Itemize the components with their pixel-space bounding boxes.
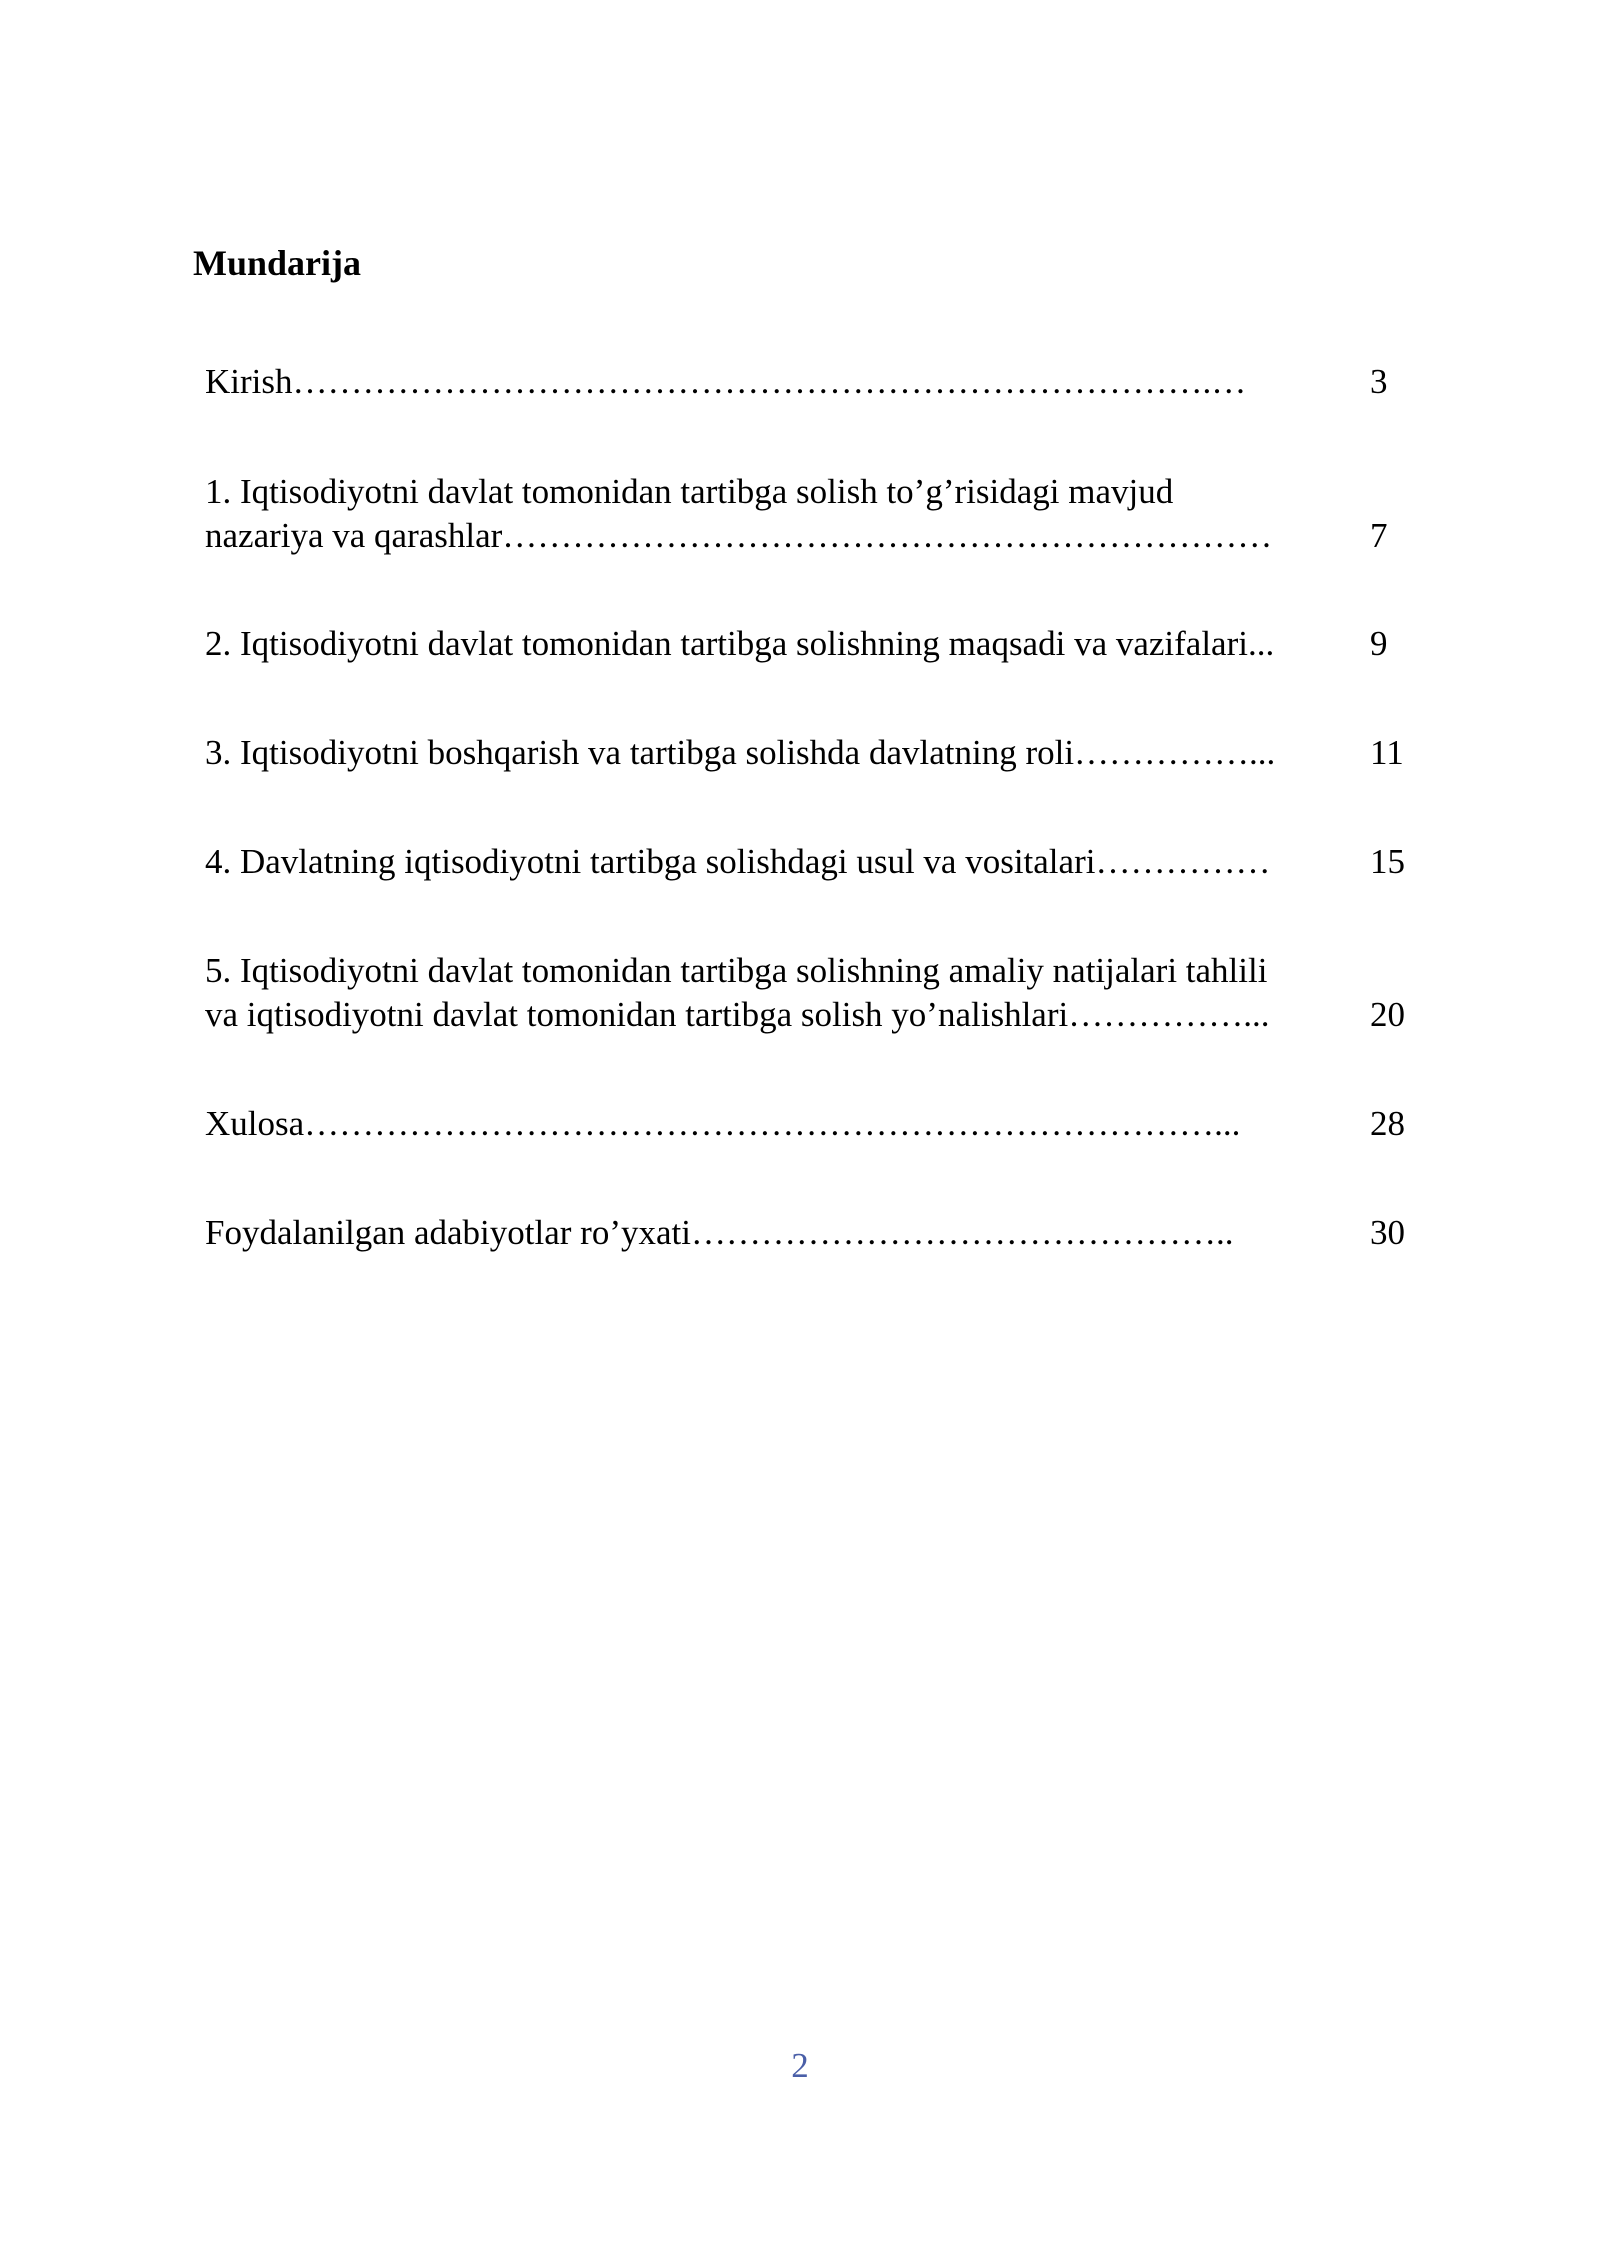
toc-entry-page: 7 <box>1370 516 1388 555</box>
toc-entry-text: 5. Iqtisodiyotni davlat tomonidan tartibga solishning amaliy natijalari tahlili va iqtisodiyotni davlat tomonidan tartibga solish yo’nalishlari……………... <box>205 951 1270 1034</box>
toc-entry-kirish[interactable] <box>205 360 1440 404</box>
toc-entry-text: 3. Iqtisodiyotni boshqarish va tartibga solishda davlatning roli……………... <box>205 733 1276 772</box>
toc-entry-page: 9 <box>1370 624 1388 663</box>
toc-entry-text: Kirish…………………………………………………………………….… <box>205 362 1247 401</box>
toc-entry-page: 11 <box>1370 733 1404 772</box>
toc-entry-section-2[interactable] <box>205 622 1440 666</box>
toc-entry-text: 4. Davlatning iqtisodiyotni tartibga solishdagi usul va vositalari…………… <box>205 842 1271 881</box>
toc-entry-text: 1. Iqtisodiyotni davlat tomonidan tartibga solish to’g’risidagi mavjud nazariya va qarashlar………………………………………………………… <box>205 472 1273 555</box>
toc-entry-page: 20 <box>1370 995 1405 1034</box>
toc-entry-page: 15 <box>1370 842 1405 881</box>
toc-entry-section-4[interactable] <box>205 840 1440 884</box>
toc-entry-page: 30 <box>1370 1213 1405 1252</box>
toc-entry-page: 28 <box>1370 1104 1405 1143</box>
toc-entry-section-5[interactable] <box>205 949 1440 1037</box>
toc-entry-page: 3 <box>1370 362 1388 401</box>
toc-heading: Mundarija <box>193 243 362 283</box>
toc-entry-text: Xulosa……………………………………………………………………... <box>205 1104 1241 1143</box>
toc-entry-text: Foydalanilgan adabiyotlar ro’yxati……………………………………….. <box>205 1213 1234 1252</box>
toc-entry-xulosa[interactable] <box>205 1102 1440 1146</box>
page-number: 2 <box>791 2046 809 2085</box>
toc-entry-section-1[interactable] <box>205 470 1440 558</box>
toc-entry-section-3[interactable] <box>205 731 1440 775</box>
toc-entry-text: 2. Iqtisodiyotni davlat tomonidan tartibga solishning maqsadi va vazifalari... <box>205 624 1275 663</box>
toc-entry-references[interactable] <box>205 1211 1440 1255</box>
